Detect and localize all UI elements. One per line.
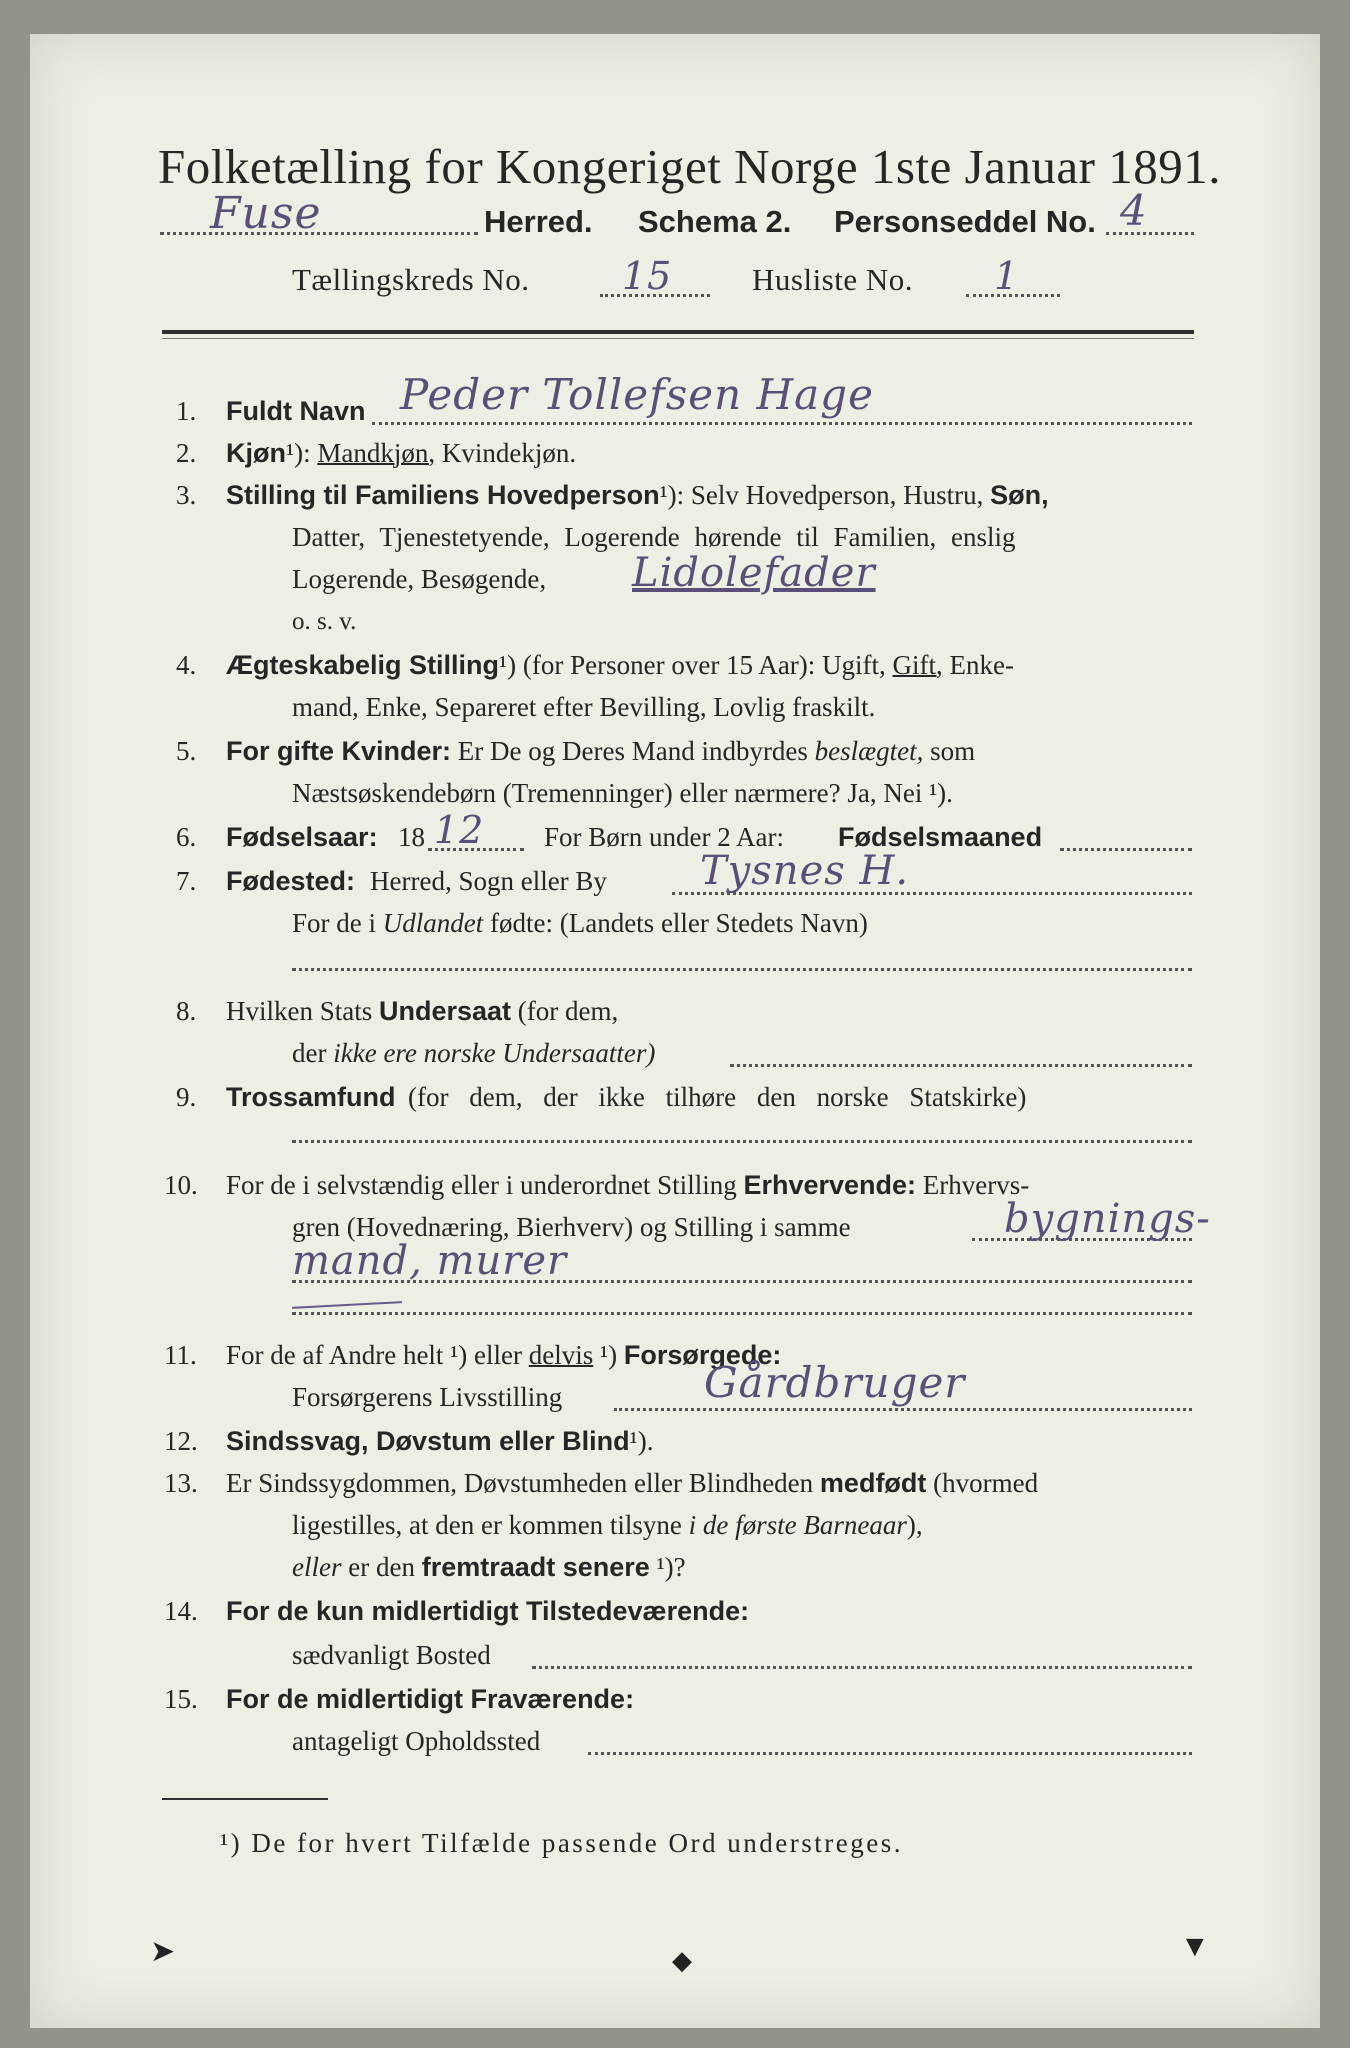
- item-2-line: [226, 438, 576, 469]
- item-8-number: 8.: [176, 996, 197, 1026]
- item-11-answer: Gårdbruger: [704, 1358, 966, 1407]
- item-7-number: 7.: [176, 866, 197, 896]
- item-3-line-2: Datter, Tjenestetyende, Logerende hørende til Familien, enslig: [292, 522, 1016, 552]
- item-13-text-2a: ligestilles, at den er kommen tilsyne: [292, 1510, 682, 1540]
- husliste-no: 1: [994, 254, 1020, 298]
- item-4-number: 4.: [176, 650, 197, 680]
- item-10-field-line-3: [292, 1312, 1192, 1315]
- item-1-field-line: [372, 422, 1192, 425]
- item-2-sup: ¹):: [286, 438, 311, 468]
- item-5-text-1b: som: [930, 736, 976, 766]
- item-5-line-2: Næstsøskendebørn (Tremenninger) eller nærmere? Ja, Nei ¹).: [292, 778, 953, 808]
- item-2-option-female: Kvindekjøn.: [441, 438, 577, 468]
- item-13-line-3: [292, 1552, 686, 1583]
- item-11-number: 11.: [164, 1340, 197, 1370]
- item-13-text-1b: (hvormed: [933, 1468, 1039, 1498]
- item-9-field-line: [292, 1140, 1192, 1143]
- item-1-answer: Peder Tollefsen Hage: [400, 370, 874, 419]
- item-3-line-4: o. s. v.: [292, 608, 357, 635]
- form-title: Folketælling for Kongeriget Norge 1ste Januar 1891.: [158, 139, 1221, 194]
- item-5-label: For gifte Kvinder:: [226, 736, 452, 766]
- item-5-line-1: [226, 736, 975, 767]
- schema-label: Schema 2.: [638, 204, 792, 239]
- item-8-text-2a: der: [292, 1038, 327, 1068]
- husliste-label: Husliste No.: [752, 262, 913, 297]
- item-12-text: ¹).: [629, 1426, 654, 1456]
- item-4-gift: Gift,: [892, 650, 943, 680]
- item-10-line-2: gren (Hovednæring, Bierhverv) og Stilling i samme: [292, 1212, 851, 1242]
- item-4-text-1: ¹) (for Personer over 15 Aar): Ugift,: [499, 650, 886, 680]
- item-7-udlandet: Udlandet: [382, 908, 484, 938]
- item-5-beslaegtet: beslægtet,: [814, 736, 924, 766]
- item-6-year: 12: [434, 808, 485, 852]
- item-9-label: Trossamfund: [226, 1082, 396, 1112]
- footnote-rule: [162, 1798, 328, 1800]
- item-11-field-line: [614, 1408, 1192, 1411]
- item-4-line-1: [226, 650, 1014, 681]
- item-13-fremtraadt: fremtraadt senere: [421, 1552, 650, 1582]
- item-13-text-3a: eller: [292, 1552, 342, 1582]
- item-1-label: Fuldt Navn: [226, 396, 366, 426]
- item-7-text-2a: For de i: [292, 908, 376, 938]
- item-10-number: 10.: [164, 1170, 198, 1200]
- item-7-answer: Tysnes H.: [700, 848, 910, 894]
- item-8-text-1a: Hvilken Stats: [226, 996, 373, 1026]
- item-12-label: Sindssvag, Døvstum eller Blind: [226, 1426, 630, 1456]
- item-10-text-1: For de i selvstændig eller i underordnet Stilling: [226, 1170, 737, 1200]
- item-13-text-1a: Er Sindssygdommen, Døvstumheden eller Blindheden: [226, 1468, 814, 1498]
- item-11-line-1: [226, 1340, 781, 1371]
- item-7-label: Fødested:: [226, 866, 356, 896]
- item-8-field-line: [730, 1064, 1192, 1067]
- item-13-number: 13.: [164, 1468, 198, 1498]
- item-7-foreign-line: [292, 968, 1192, 971]
- item-13-text-3c: ¹)?: [656, 1552, 686, 1582]
- registration-mark-right: ▼: [1180, 1930, 1210, 1963]
- item-6-number: 6.: [176, 822, 197, 852]
- item-13-line-1: [226, 1468, 1038, 1499]
- item-7-text-2b: fødte: (Landets eller Stedets Navn): [490, 908, 868, 938]
- personseddel-label: Personseddel No.: [834, 204, 1096, 239]
- item-3-line-1: [226, 480, 1049, 511]
- item-12-line: [226, 1426, 653, 1457]
- item-11-text-1a: For de af Andre helt ¹) eller: [226, 1340, 522, 1370]
- item-4-line-2: mand, Enke, Separeret efter Bevilling, Lovlig fraskilt.: [292, 692, 876, 722]
- item-8-text-1b: (for dem,: [517, 996, 619, 1026]
- item-14-number: 14.: [164, 1596, 198, 1626]
- herred-handwritten: Fuse: [210, 188, 322, 239]
- item-2-label: Kjøn: [226, 438, 286, 468]
- item-6-month-line: [1060, 848, 1192, 851]
- item-13-medfodt: medfødt: [819, 1468, 927, 1498]
- item-15-line-1: For de midlertidigt Fraværende:: [226, 1684, 635, 1714]
- item-4-enke: Enke-: [949, 650, 1014, 680]
- item-3-line-3: Logerende, Besøgende,: [292, 564, 547, 594]
- item-7-text-1: Herred, Sogn eller By: [370, 866, 607, 896]
- item-8-text-2b: ikke ere norske Undersaatter): [333, 1038, 656, 1068]
- item-7-line-2: [292, 908, 868, 939]
- item-3-label: Stilling til Familiens Hovedperson: [226, 480, 660, 510]
- item-15-number: 15.: [164, 1684, 198, 1714]
- item-5-text-1a: Er De og Deres Mand indbyrdes: [457, 736, 808, 766]
- item-14-line-1: For de kun midlertidigt Tilstedeværende:: [226, 1596, 750, 1626]
- item-9-number: 9.: [176, 1082, 197, 1112]
- item-3-son: Søn,: [990, 480, 1049, 510]
- item-11-text-1b: ¹): [600, 1340, 618, 1370]
- item-6-label-2: Fødselsmaaned: [838, 822, 1043, 852]
- item-10-text-1b: Erhvervs-: [922, 1170, 1030, 1200]
- item-4-label: Ægteskabelig Stilling: [226, 650, 500, 680]
- item-10-answer-2: mand, murer: [292, 1238, 568, 1284]
- personseddel-no: 4: [1120, 186, 1148, 235]
- item-12-number: 12.: [164, 1426, 198, 1456]
- item-2-number: 2.: [176, 438, 197, 468]
- herred-label: Herred.: [484, 204, 593, 239]
- item-1-number: 1.: [176, 396, 197, 426]
- footnote: ¹) De for hvert Tilfælde passende Ord understreges.: [220, 1828, 903, 1858]
- item-13-line-2: [292, 1510, 923, 1541]
- header-rule-thin: [162, 338, 1194, 339]
- item-15-field-line: [588, 1752, 1192, 1755]
- item-6-text-1: For Børn under 2 Aar:: [544, 822, 784, 852]
- item-10-label: Erhvervende:: [743, 1170, 917, 1200]
- item-10-line-1: [226, 1170, 1029, 1201]
- item-10-answer-1: bygnings-: [1004, 1196, 1211, 1242]
- item-9-text-1: (for dem, der ikke tilhøre den norske Statskirke): [408, 1082, 1027, 1112]
- item-15-line-2: antageligt Opholdssted: [292, 1726, 541, 1756]
- item-13-text-2c: ),: [906, 1510, 923, 1540]
- item-5-number: 5.: [176, 736, 197, 766]
- registration-mark-center: ◆: [672, 1946, 692, 1975]
- registration-mark-left: ➤: [150, 1935, 176, 1968]
- item-2-option-male: Mandkjøn,: [317, 438, 436, 468]
- item-8-line-1: [226, 996, 618, 1027]
- item-3-number: 3.: [176, 480, 197, 510]
- item-8-line-2: [292, 1038, 655, 1069]
- header-rule: [162, 330, 1194, 334]
- item-14-field-line: [532, 1666, 1192, 1669]
- item-13-text-2b: i de første Barneaar: [688, 1510, 907, 1540]
- item-11-delvis: delvis: [528, 1340, 594, 1370]
- item-11-label: Forsørgede:: [623, 1340, 782, 1370]
- item-8-label: Undersaat: [379, 996, 512, 1026]
- item-6-label: Fødselsaar:: [226, 822, 378, 852]
- kreds-label: Tællingskreds No.: [292, 262, 530, 297]
- kreds-no: 15: [622, 254, 673, 298]
- item-3-answer: Lidolefader: [632, 550, 876, 596]
- item-14-line-2: sædvanligt Bosted: [292, 1640, 491, 1670]
- item-6-year-prefix: 18: [398, 822, 425, 852]
- item-3-text-1: ¹): Selv Hovedperson, Hustru,: [659, 480, 984, 510]
- item-13-text-3b: er den: [348, 1552, 415, 1582]
- item-11-line-2: Forsørgerens Livsstilling: [292, 1382, 563, 1412]
